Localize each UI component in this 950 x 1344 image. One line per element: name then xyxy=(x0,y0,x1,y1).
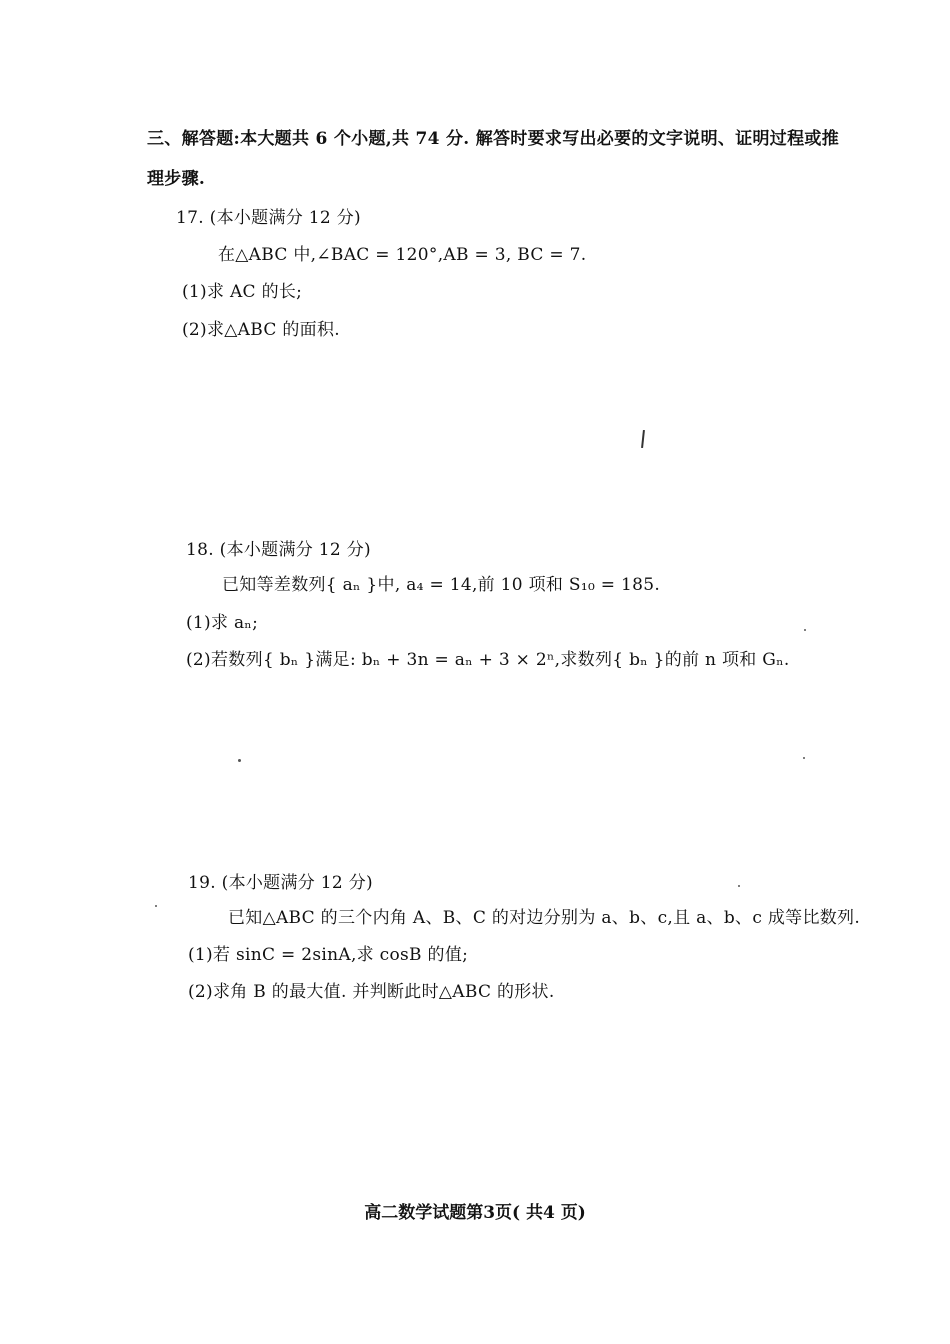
section-heading-line1: 三、解答题:本大题共 6 个小题,共 74 分. 解答时要求写出必要的文字说明、证明过程或推 xyxy=(147,129,839,149)
question-17-header: 17. (本小题满分 12 分) xyxy=(176,208,361,228)
page-footer: 高二数学试题第3页( 共4 页) xyxy=(364,1203,586,1223)
section-heading-line2: 理步骤. xyxy=(147,169,206,189)
question-19-header: 19. (本小题满分 12 分) xyxy=(188,873,373,893)
question-19-part-2: (2)求角 B 的最大值. 并判断此时△ABC 的形状. xyxy=(188,982,555,1002)
question-18-header: 18. (本小题满分 12 分) xyxy=(186,540,371,560)
question-17-part-1: (1)求 AC 的长; xyxy=(182,282,303,302)
scan-speck xyxy=(155,905,157,907)
scan-speck xyxy=(738,885,740,887)
question-18-part-1: (1)求 aₙ; xyxy=(186,613,259,633)
question-19-stem: 已知△ABC 的三个内角 A、B、C 的对边分别为 a、b、c,且 a、b、c 成等比数列. xyxy=(228,908,861,928)
scan-speck xyxy=(803,757,805,759)
question-17-part-2: (2)求△ABC 的面积. xyxy=(182,320,340,340)
question-18-part-2: (2)若数列{ bₙ }满足: bₙ + 3n = aₙ + 3 × 2ⁿ,求数列{ bₙ }的前 n 项和 Gₙ. xyxy=(186,650,790,670)
scan-mark xyxy=(641,430,645,448)
scan-speck xyxy=(238,759,241,762)
scan-speck xyxy=(804,629,806,631)
question-18-stem: 已知等差数列{ aₙ }中, a₄ = 14,前 10 项和 S₁₀ = 185. xyxy=(222,575,661,595)
question-17-stem: 在△ABC 中,∠BAC = 120°,AB = 3, BC = 7. xyxy=(218,245,587,265)
question-19-part-1: (1)若 sinC = 2sinA,求 cosB 的值; xyxy=(188,945,469,965)
